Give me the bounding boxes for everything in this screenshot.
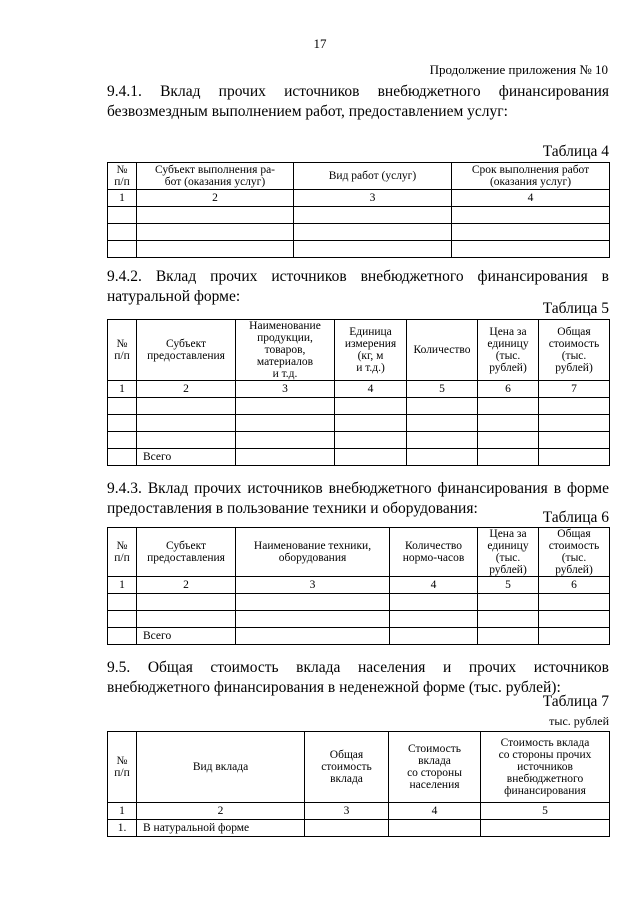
table-row bbox=[108, 398, 610, 415]
table-7-unit: тыс. рублей bbox=[549, 714, 609, 728]
column-number-row bbox=[108, 190, 610, 207]
column-number-row bbox=[108, 803, 610, 820]
table-6 bbox=[107, 527, 610, 645]
section-9-4-2-text: 9.4.2. Вклад прочих источников внебюджетного финансирования в натуральной форме: bbox=[107, 268, 609, 305]
section-9-4-3-text: 9.4.3. Вклад прочих источников внебюджетного финансирования в форме предоставления в пользование техники и оборудования: bbox=[107, 480, 609, 517]
header-cell: Стоимость вклада со стороны населения bbox=[389, 732, 481, 803]
header-cell: Цена за единицу (тыс. рублей) bbox=[478, 320, 539, 381]
header-cell: № п/п bbox=[108, 528, 137, 577]
column-number: 4 bbox=[390, 577, 478, 594]
header-cell: Субъект выполнения ра- бот (оказания услуг) bbox=[137, 163, 294, 190]
header-cell: Срок выполнения работ (оказания услуг) bbox=[452, 163, 610, 190]
header-cell: Вид вклада bbox=[137, 732, 305, 803]
table-row bbox=[108, 241, 610, 258]
column-number: 3 bbox=[236, 577, 390, 594]
table-row bbox=[108, 432, 610, 449]
table-header-row bbox=[108, 163, 610, 190]
column-number: 3 bbox=[294, 190, 452, 207]
appendix-note: Продолжение приложения № 10 bbox=[429, 62, 608, 77]
column-number-row bbox=[108, 381, 610, 398]
column-number: 6 bbox=[478, 381, 539, 398]
column-number: 2 bbox=[137, 577, 236, 594]
column-number: 2 bbox=[137, 190, 294, 207]
table-row bbox=[108, 611, 610, 628]
table-row bbox=[108, 594, 610, 611]
header-cell: № п/п bbox=[108, 320, 137, 381]
header-cell: Стоимость вклада со стороны прочих источников внебюджетного финансирования bbox=[481, 732, 610, 803]
column-number: 1 bbox=[108, 190, 137, 207]
page-number: 17 bbox=[313, 36, 327, 51]
header-cell: Общая стоимость (тыс. рублей) bbox=[539, 320, 610, 381]
table-row bbox=[108, 820, 610, 837]
column-number: 4 bbox=[452, 190, 610, 207]
table-4-caption: Таблица 4 bbox=[542, 143, 609, 160]
table-4 bbox=[107, 162, 610, 258]
section-9-5-text: 9.5. Общая стоимость вклада населения и прочих источников внебюджетного финансирования в неденежной форме (тыс. рублей): bbox=[107, 659, 609, 696]
column-number: 4 bbox=[335, 381, 407, 398]
header-cell: Количество bbox=[407, 320, 478, 381]
column-number: 6 bbox=[539, 577, 610, 594]
column-number: 3 bbox=[236, 381, 335, 398]
header-cell: № п/п bbox=[108, 732, 137, 803]
table-7 bbox=[107, 731, 610, 837]
table-row bbox=[108, 207, 610, 224]
column-number: 1 bbox=[108, 577, 137, 594]
column-number: 1 bbox=[108, 803, 137, 820]
contribution-type: В натуральной форме bbox=[137, 820, 305, 837]
total-label: Всего bbox=[137, 449, 236, 466]
column-number: 1 bbox=[108, 381, 137, 398]
row-number: 1. bbox=[108, 820, 137, 837]
column-number: 3 bbox=[305, 803, 389, 820]
column-number: 5 bbox=[481, 803, 610, 820]
column-number: 7 bbox=[539, 381, 610, 398]
total-row bbox=[108, 449, 610, 466]
table-header-row bbox=[108, 528, 610, 577]
table-row bbox=[108, 415, 610, 432]
table-6-caption: Таблица 6 bbox=[542, 509, 609, 526]
column-number: 2 bbox=[137, 803, 305, 820]
table-5 bbox=[107, 319, 610, 466]
total-row bbox=[108, 628, 610, 645]
header-cell: Субъект предоставления bbox=[137, 320, 236, 381]
total-label: Всего bbox=[137, 628, 236, 645]
header-cell: № п/п bbox=[108, 163, 137, 190]
table-7-caption: Таблица 7 bbox=[542, 693, 609, 710]
section-9-4-1-text: 9.4.1. Вклад прочих источников внебюджетного финансирования безвозмездным выполнением работ, предоставлением услуг: bbox=[107, 83, 609, 120]
header-cell: Количество нормо-часов bbox=[390, 528, 478, 577]
header-cell: Общая стоимость вклада bbox=[305, 732, 389, 803]
header-cell: Вид работ (услуг) bbox=[294, 163, 452, 190]
header-cell: Общая стоимость (тыс. рублей) bbox=[539, 528, 610, 577]
header-cell: Наименование техники, оборудования bbox=[236, 528, 390, 577]
table-header-row bbox=[108, 320, 610, 381]
header-cell: Субъект предоставления bbox=[137, 528, 236, 577]
column-number: 5 bbox=[478, 577, 539, 594]
column-number-row bbox=[108, 577, 610, 594]
column-number: 2 bbox=[137, 381, 236, 398]
table-row bbox=[108, 224, 610, 241]
header-cell: Наименование продукции, товаров, материалов и т.д. bbox=[236, 320, 335, 381]
table-header-row bbox=[108, 732, 610, 803]
header-cell: Единица измерения (кг, м и т.д.) bbox=[335, 320, 407, 381]
table-5-caption: Таблица 5 bbox=[542, 300, 609, 317]
header-cell: Цена за единицу (тыс. рублей) bbox=[478, 528, 539, 577]
column-number: 4 bbox=[389, 803, 481, 820]
column-number: 5 bbox=[407, 381, 478, 398]
